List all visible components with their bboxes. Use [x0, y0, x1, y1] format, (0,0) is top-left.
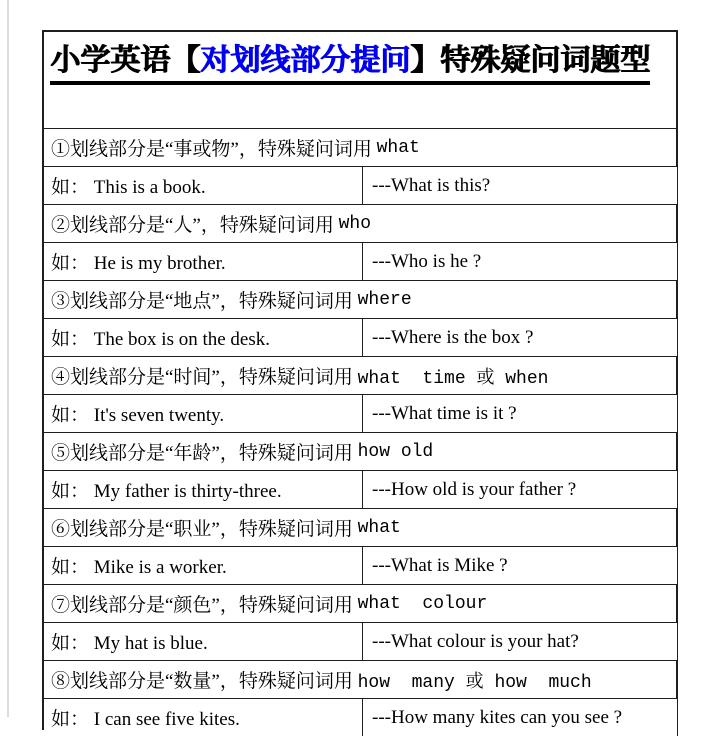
rule-section	[44, 432, 676, 508]
rule-row	[44, 508, 676, 546]
worksheet-page	[42, 30, 678, 730]
example-question: ---What is Mike ?	[372, 554, 508, 576]
example-question-cell	[363, 471, 677, 508]
example-sentence-cell	[44, 319, 363, 356]
rule-text: ①划线部分是“事或物”，特殊疑问词用	[51, 139, 377, 160]
rule-keyword: how many 或 how much	[357, 672, 592, 693]
example-question: ---What colour is your hat?	[372, 630, 579, 652]
rule-section	[44, 204, 676, 280]
rule-row	[44, 432, 676, 470]
example-row	[44, 546, 678, 584]
example-question-cell	[363, 623, 677, 660]
rule-section	[44, 584, 676, 660]
rule-keyword: how old	[357, 441, 434, 462]
example-sentence: 如： My hat is blue.	[51, 633, 208, 654]
example-sentence: 如： It's seven twenty.	[51, 405, 225, 426]
rule-text: ③划线部分是“地点”，特殊疑问词用	[51, 291, 358, 312]
rule-keyword: what	[357, 517, 401, 538]
example-row	[44, 470, 678, 508]
rule-text: ⑦划线部分是“颜色”，特殊疑问词用	[51, 595, 358, 616]
rule-row	[44, 204, 676, 242]
example-sentence-cell	[44, 623, 363, 660]
example-row	[44, 166, 678, 204]
page-title-text	[50, 43, 650, 85]
example-row	[44, 318, 678, 356]
example-question: ---Where is the box ?	[372, 326, 534, 348]
rule-keyword: what time 或 when	[357, 368, 549, 389]
rule-text: ⑥划线部分是“职业”，特殊疑问词用	[51, 519, 358, 540]
title-highlight: 对划线部分提问	[200, 44, 410, 77]
rule-section	[44, 660, 676, 736]
example-sentence: 如： This is a book.	[51, 177, 206, 198]
example-sentence-cell	[44, 547, 363, 584]
example-sentence-cell	[44, 243, 363, 280]
rule-row	[44, 660, 676, 698]
example-row	[44, 394, 678, 432]
example-sentence-cell	[44, 471, 363, 508]
rule-section	[44, 508, 676, 584]
rule-keyword: what	[376, 137, 420, 158]
example-row	[44, 698, 678, 736]
example-question: ---How old is your father ?	[372, 478, 577, 500]
rule-section	[44, 356, 676, 432]
example-sentence-cell	[44, 167, 363, 204]
rule-keyword: who	[338, 213, 372, 234]
rule-keyword: where	[357, 289, 412, 310]
rule-row	[44, 356, 676, 394]
title-post: 】特殊疑问词题型	[410, 44, 650, 77]
example-sentence-cell	[44, 395, 363, 432]
example-question-cell	[363, 395, 677, 432]
rule-section	[44, 128, 676, 204]
rule-text: ⑤划线部分是“年龄”，特殊疑问词用	[51, 443, 358, 464]
example-sentence: 如： I can see five kites.	[51, 709, 240, 730]
example-question: ---How many kites can you see ?	[372, 706, 623, 728]
example-sentence-cell	[44, 699, 363, 736]
title-pre: 小学英语【	[50, 44, 200, 77]
example-question-cell	[363, 243, 677, 280]
example-question-cell	[363, 167, 677, 204]
example-sentence: 如： My father is thirty-three.	[51, 481, 282, 502]
example-question: ---What is this?	[372, 174, 491, 196]
rule-text: ④划线部分是“时间”，特殊疑问词用	[51, 367, 358, 388]
rule-keyword: what colour	[357, 593, 488, 614]
example-question-cell	[363, 319, 677, 356]
page-edge-line	[7, 0, 9, 717]
rule-text: ②划线部分是“人”，特殊疑问词用	[51, 215, 339, 236]
rule-row	[44, 128, 676, 166]
page-title	[44, 32, 676, 128]
example-row	[44, 242, 678, 280]
example-sentence: 如： Mike is a worker.	[51, 557, 227, 578]
example-question: ---Who is he ?	[372, 250, 482, 272]
example-question-cell	[363, 547, 677, 584]
example-question-cell	[363, 699, 677, 736]
example-question: ---What time is it ?	[372, 402, 517, 424]
example-sentence: 如： The box is on the desk.	[51, 329, 271, 350]
rule-section	[44, 280, 676, 356]
example-sentence: 如： He is my brother.	[51, 253, 226, 274]
rule-row	[44, 280, 676, 318]
rules-table	[44, 128, 676, 736]
example-row	[44, 622, 678, 660]
rule-row	[44, 584, 676, 622]
rule-text: ⑧划线部分是“数量”，特殊疑问词用	[51, 671, 358, 692]
